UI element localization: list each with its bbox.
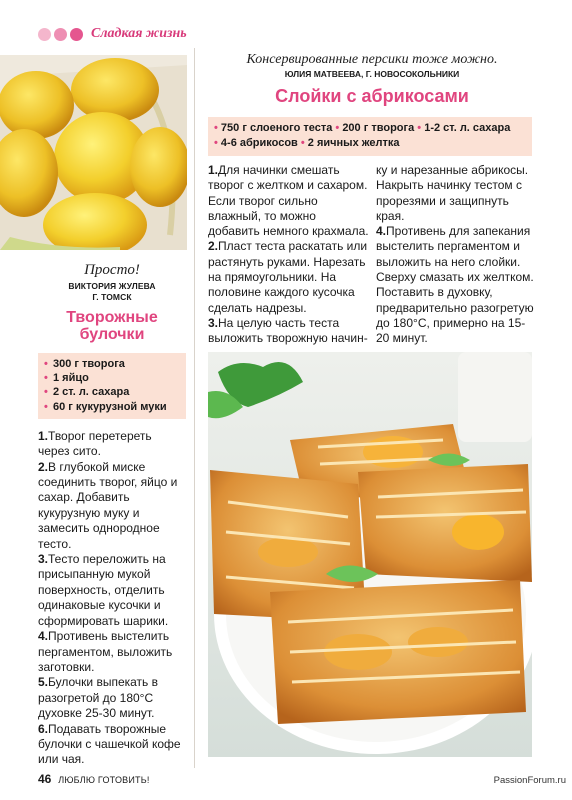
step-number: 4.: [376, 224, 387, 239]
step: [208, 163, 371, 239]
page-footer: [38, 772, 150, 786]
step-number: 2.: [208, 239, 219, 254]
step: [208, 239, 371, 315]
step-number: 6.: [38, 721, 49, 736]
step: [38, 629, 186, 675]
steps-column-2: [376, 163, 536, 347]
step: [38, 460, 186, 552]
step: [38, 675, 186, 721]
step-text: На целую часть теста выложить творожную начин-: [208, 315, 368, 346]
recipe-lead: Консервированные персики тоже можно.: [246, 52, 498, 67]
step-number: 3.: [38, 552, 49, 567]
recipe-title: Слойки с абрикосами: [275, 86, 469, 106]
watermark: PassionForum.ru: [493, 775, 566, 786]
step: [208, 316, 371, 347]
step: [38, 722, 186, 768]
ingredient-item: 2 яичных желтка: [307, 137, 400, 149]
step-number: 2.: [38, 459, 49, 474]
step: [376, 224, 536, 346]
pastry-bottom: [270, 580, 526, 724]
ingredient-item: • 1 яйцо: [44, 371, 180, 385]
step-text: Булочки выпекать в разогретой до 180°С духовке 25-30 минут.: [38, 675, 159, 721]
step-continued: ку и нарезанные абрикосы. Накрыть начинку тестом с прорезями и защипнуть края.: [376, 163, 529, 223]
buns-illustration: [0, 55, 187, 250]
recipe-title: [38, 309, 186, 343]
step-text: Для начинки смешать творог с желтком и сахаром. Если творог сильно влажный, то можно добавить немного крахмала.: [208, 163, 369, 239]
ingredient-item: 1-2 ст. л. сахара: [424, 122, 511, 134]
title-line: Творожные: [66, 309, 158, 326]
recipe-author: [38, 281, 186, 303]
step-text: Противень выстелить пергаментом, выложить заготовки.: [38, 629, 173, 674]
step-text: Пласт теста раскатать или растянуть руками. Нарезать на прямоугольники. На половине каждого кусочка сделать надрезы.: [208, 239, 368, 315]
title-line: булочки: [79, 326, 145, 343]
step: [38, 429, 186, 460]
recipe-author: ЮЛИЯ МАТВЕЕВА, Г. НОВОСОКОЛЬНИКИ: [284, 69, 460, 79]
ingredients-list: [38, 353, 186, 419]
decor-dot: [70, 28, 83, 41]
page-number: 46: [38, 772, 52, 786]
ingredient-item: 4-6 абрикосов: [220, 137, 298, 149]
step: [38, 552, 186, 629]
step-number: 1.: [38, 428, 49, 443]
column-divider: [194, 48, 195, 768]
step-number: 3.: [208, 315, 219, 330]
ingredient-item: 200 г творога: [342, 122, 415, 134]
steps-column-1: [208, 163, 371, 347]
author-city: Г. ТОМСК: [92, 292, 132, 302]
decor-dot: [54, 28, 67, 41]
pastry-right: [358, 464, 532, 582]
section-title: Сладкая жизнь: [91, 26, 187, 41]
ingredient-item: • 300 г творога: [44, 357, 180, 371]
pastry-photo: [208, 352, 532, 757]
magazine-name: ЛЮБЛЮ ГОТОВИТЬ!: [58, 775, 150, 785]
author-name: ВИКТОРИЯ ЖУЛЕВА: [68, 281, 156, 291]
step-number: 1.: [208, 163, 219, 177]
step-text: В глубокой миске соединить творог, яйцо и сахар. Добавить кукурузную муку и замесить однородное тесто.: [38, 459, 178, 551]
step-text: Противень для запекания выстелить пергаментом и выложить на него слойки. Сверху смазать их желтком. Поставить в духовку, предварительно разогретую до 180°С, примерно на 15-20 минут.: [376, 224, 534, 346]
recipe-buns: [38, 262, 186, 768]
ingredient-item: • 2 ст. л. сахара: [44, 385, 180, 399]
section-header: [38, 24, 187, 44]
pastry-illustration: [208, 352, 532, 757]
step-text: Творог перетереть через сито.: [38, 428, 152, 459]
step-text: Тесто переложить на присыпанную мукой поверхность, отделить одинаковые кусочки и сформировать шарики.: [38, 552, 169, 628]
step-text: Подавать творожные булочки с чашечкой кофе или чая.: [38, 721, 181, 767]
ingredients-list: • 750 г слоеного теста • 200 г творога • 1-2 ст. л. сахара • 4-6 абрикосов • 2 яичных желтка: [208, 117, 532, 156]
ingredient-item: • 60 г кукурузной муки: [44, 400, 180, 414]
step-number: 4.: [38, 629, 49, 644]
step-number: 5.: [38, 675, 49, 690]
ingredient-item: 750 г слоеного теста: [220, 122, 333, 134]
steps-list: [38, 429, 186, 768]
decor-dot: [38, 28, 51, 41]
buns-photo: [0, 55, 187, 250]
recipe-kicker: Просто!: [84, 262, 140, 278]
